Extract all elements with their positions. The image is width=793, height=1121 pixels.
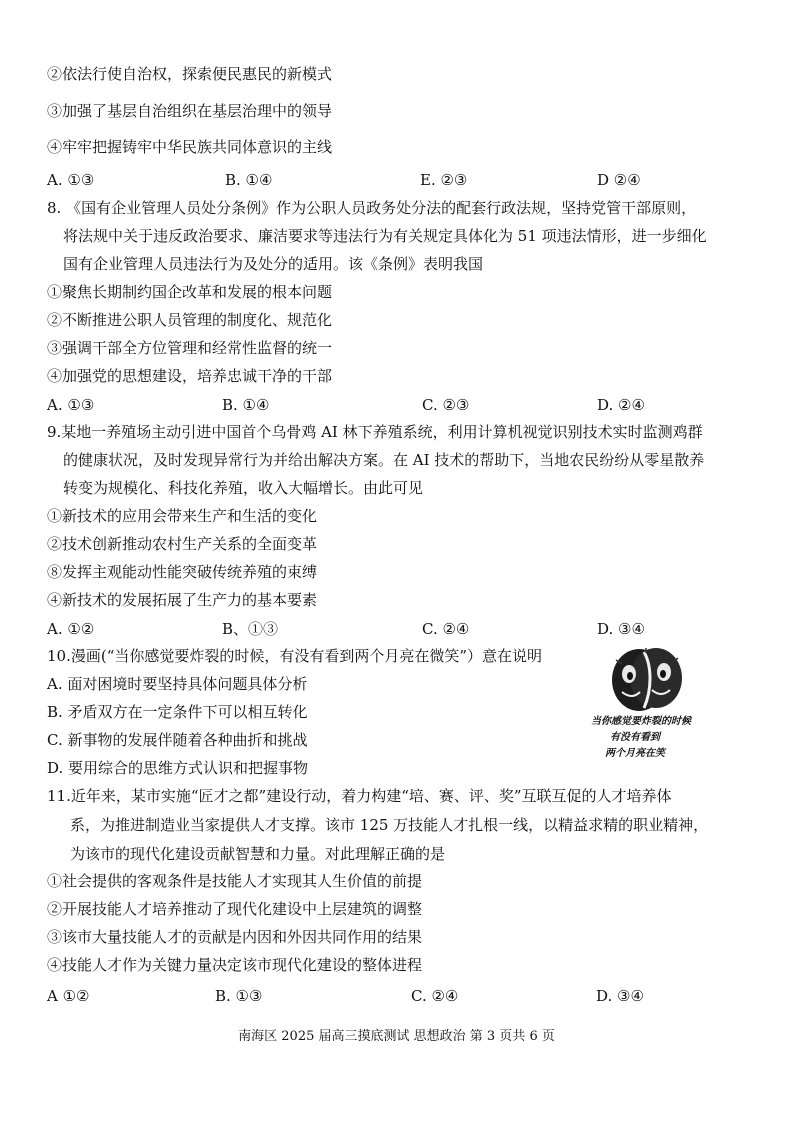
q11-item-2: ②开展技能人才培养推动了现代化建设中上层建筑的调整	[47, 900, 423, 918]
q7-options	[47, 170, 747, 190]
q11-option-a: A ①②	[47, 987, 90, 1005]
q11-option-c: C. ②④	[411, 987, 459, 1005]
q9-stem-3: 转变为规模化、科技化养殖，收入大幅增长。由此可见	[63, 479, 424, 497]
q10-option-b: B. 矛盾双方在一定条件下可以相互转化	[47, 703, 308, 721]
q9-stem-2: 的健康状况，及时发现异常行为并给出解决方案。在 AI 技术的帮助下，当地农民纷纷从零星散养	[63, 451, 705, 469]
cartoon-caption-3: 两个月亮在笑	[605, 748, 665, 759]
q11-option-b: B. ①③	[215, 987, 263, 1005]
q7-option-d: D ②④	[597, 171, 641, 189]
q8-option-c: C. ②③	[422, 396, 470, 414]
q10-stem: 10.漫画(“当你感觉要炸裂的时候，有没有看到两个月亮在微笑”）意在说明	[47, 647, 543, 665]
q9-option-b: B、①③	[222, 620, 279, 638]
q7-option-a: A. ①③	[47, 171, 95, 189]
cartoon-caption-1: 当你感觉要炸裂的时候	[591, 716, 691, 727]
q8-stem-3: 国有企业管理人员违法行为及处分的适用。该《条例》表明我国	[63, 255, 484, 273]
q8-option-a: A. ①③	[47, 396, 95, 414]
q10-option-c: C. 新事物的发展伴随着各种曲折和挑战	[47, 731, 308, 749]
q10-cartoon	[582, 646, 732, 766]
q8-option-d: D. ②④	[597, 396, 645, 414]
q11-item-3: ③该市大量技能人才的贡献是内因和外因共同作用的结果	[47, 928, 423, 946]
cartoon-two-moons-illustration	[582, 646, 732, 712]
q8-options	[47, 395, 747, 415]
q9-item-2: ②技术创新推动农村生产关系的全面变革	[47, 535, 318, 553]
q11-stem-3: 为该市的现代化建设贡献智慧和力量。对此理解正确的是	[70, 845, 446, 863]
q9-item-4: ④新技术的发展拓展了生产力的基本要素	[47, 591, 318, 609]
q11-options	[47, 986, 747, 1006]
q9-stem-1: 9.某地一养殖场主动引进中国首个乌骨鸡 AI 林下养殖系统，利用计算机视觉识别技术实时监测鸡群	[47, 423, 703, 441]
page-footer: 南海区 2025 届高三摸底测试 思想政治 第 3 页共 6 页	[238, 1029, 555, 1044]
q8-stem-2: 将法规中关于违反政治要求、廉洁要求等违法行为有关规定具体化为 51 项违法情形，进一步细化	[63, 227, 707, 245]
q9-option-a: A. ①②	[47, 620, 95, 638]
q8-stem-1: 8. 《国有企业管理人员处分条例》作为公职人员政务处分法的配套行政法规，坚持党管干部原则，	[47, 199, 697, 217]
q9-item-1: ①新技术的应用会带来生产和生活的变化	[47, 507, 318, 525]
q10-option-d: D. 要用综合的思维方式认识和把握事物	[47, 759, 309, 777]
q11-stem-2: 系，为推进制造业当家提供人才支撑。该市 125 万技能人才扎根一线，以精益求精的职业精神，	[70, 816, 709, 834]
q8-option-b: B. ①④	[222, 396, 270, 414]
q9-option-d: D. ③④	[597, 620, 645, 638]
line-q7-item3: ③加强了基层自治组织在基层治理中的领导	[47, 102, 333, 120]
q9-item-3: ⑧发挥主观能动性能突破传统养殖的束缚	[47, 563, 318, 581]
q8-item-2: ②不断推进公职人员管理的制度化、规范化	[47, 311, 333, 329]
line-q7-item2: ②依法行使自治权，探索便民惠民的新模式	[47, 65, 333, 83]
cartoon-caption-2: 有没有看到	[610, 732, 660, 743]
q8-item-3: ③强调干部全方位管理和经常性监督的统一	[47, 339, 333, 357]
q10-option-a: A. 面对困境时要坚持具体问题具体分析	[47, 675, 308, 693]
q9-options	[47, 619, 747, 639]
q11-item-4: ④技能人才作为关键力量决定该市现代化建设的整体进程	[47, 956, 423, 974]
q7-option-e: E. ②③	[420, 171, 468, 189]
q11-stem-1: 11.近年来，某市实施“匠才之都”建设行动，着力构建“培、赛、评、奖”互联互促的人才培养体	[47, 787, 672, 805]
q8-item-1: ①聚焦长期制约国企改革和发展的根本问题	[47, 283, 333, 301]
q11-option-d: D. ③④	[596, 987, 644, 1005]
q9-option-c: C. ②④	[422, 620, 470, 638]
q11-item-1: ①社会提供的客观条件是技能人才实现其人生价值的前提	[47, 872, 423, 890]
q8-item-4: ④加强党的思想建设，培养忠诚干净的干部	[47, 367, 333, 385]
line-q7-item4: ④牢牢把握铸牢中华民族共同体意识的主线	[47, 138, 333, 156]
q7-option-b: B. ①④	[225, 171, 273, 189]
